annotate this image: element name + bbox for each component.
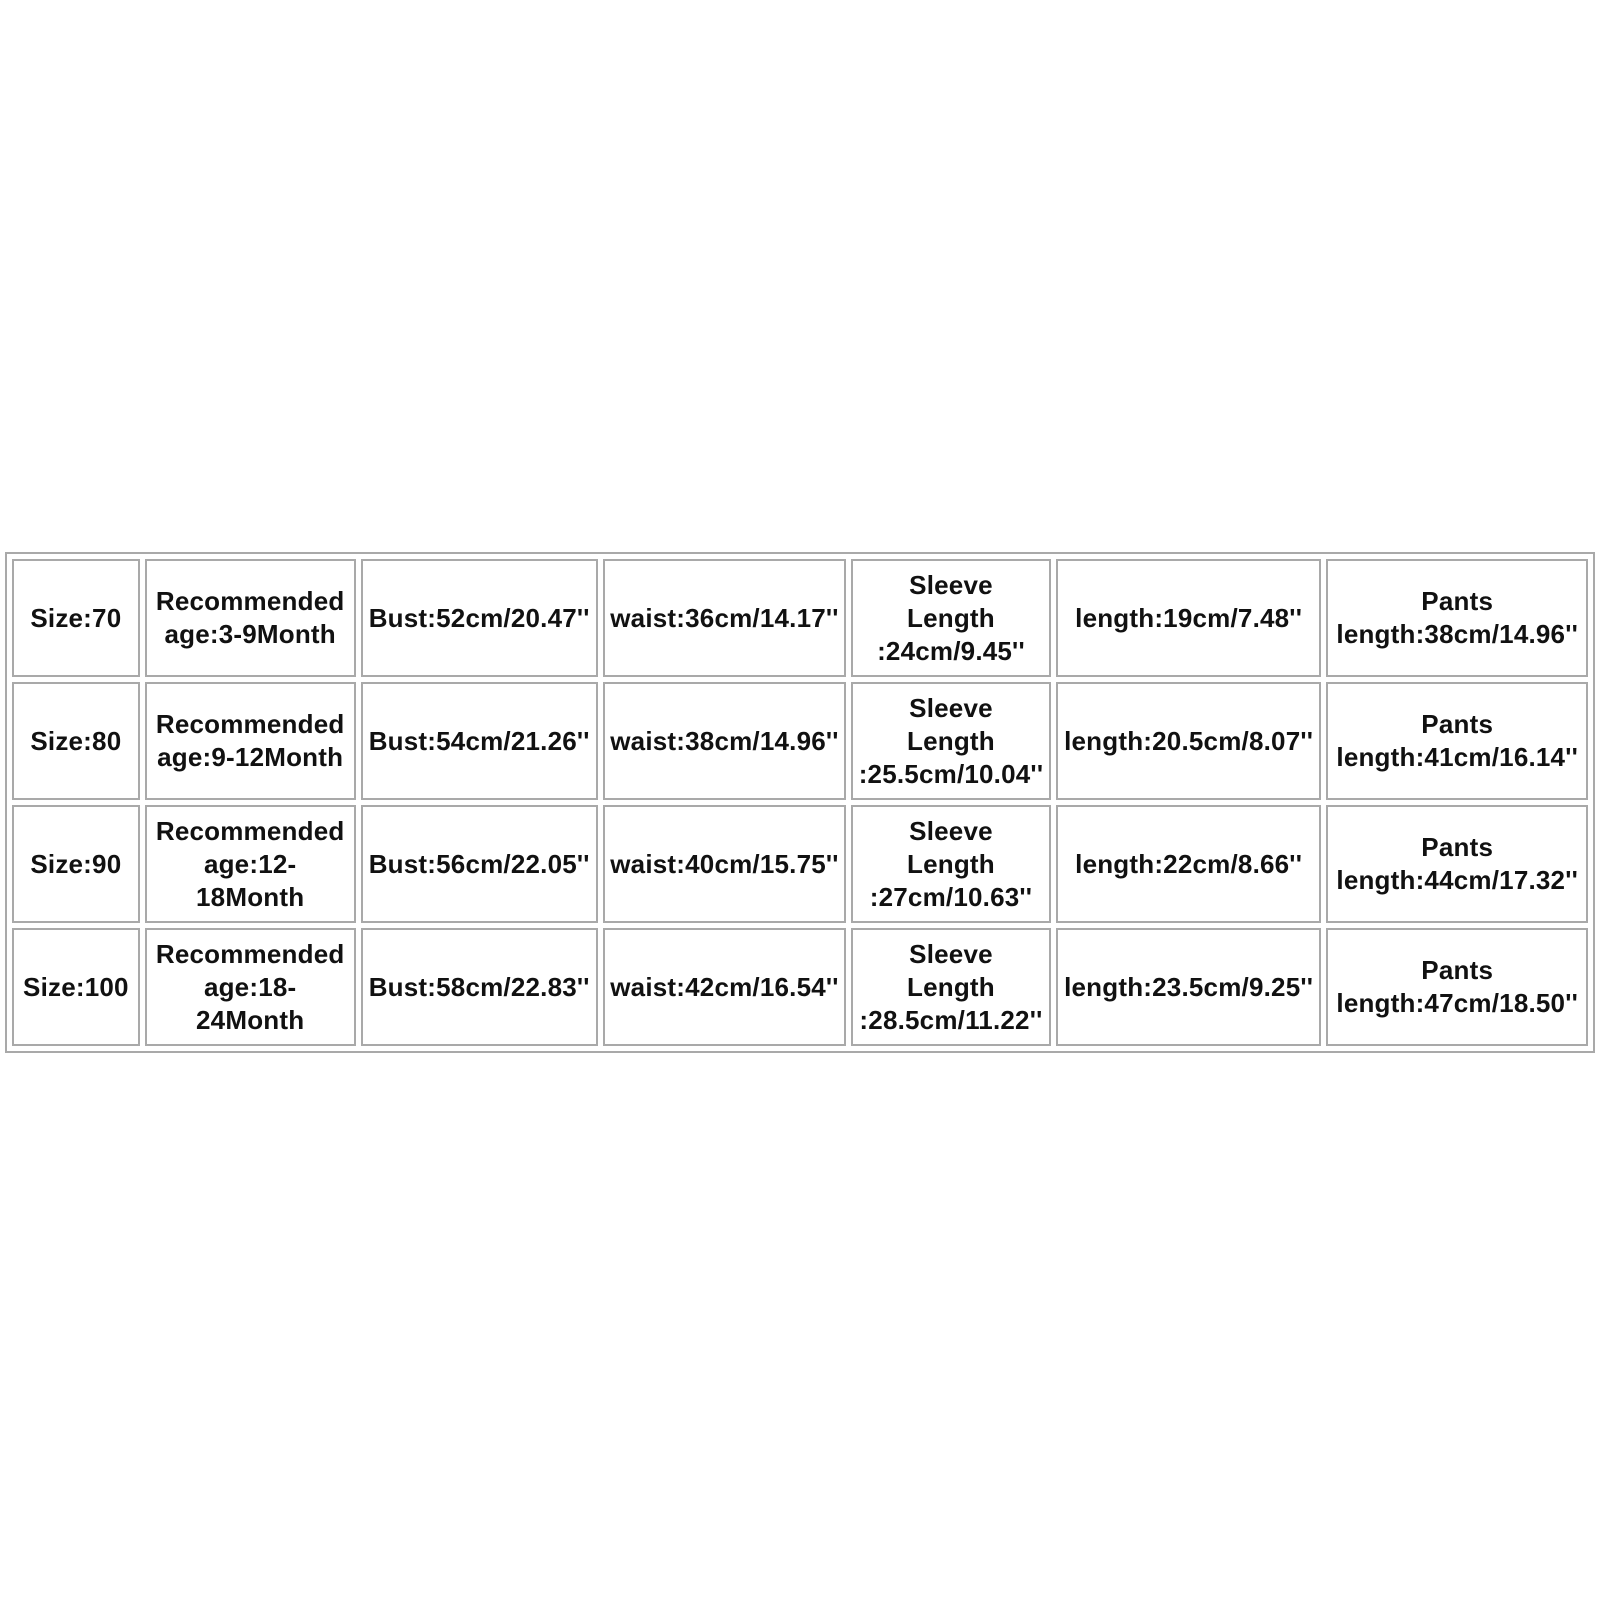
sleeve-cell-line: Length: [907, 602, 995, 633]
bust-cell: Bust:54cm/21.26'': [361, 682, 598, 800]
age-cell: [145, 928, 356, 1046]
pants-cell-line: length:44cm/17.32'': [1336, 865, 1578, 895]
age-cell-line: age:12-: [203, 848, 297, 879]
sleeve-cell-line: :24cm/9.45'': [877, 635, 1025, 666]
table-row: [12, 682, 1588, 800]
sleeve-length-cell: [851, 682, 1051, 800]
size-cell: Size:80: [12, 682, 140, 800]
table-row: [12, 559, 1588, 677]
pants-cell-line: length:38cm/14.96'': [1336, 619, 1578, 649]
table-row: [12, 928, 1588, 1046]
length-cell: length:19cm/7.48'': [1056, 559, 1322, 677]
bust-cell: Bust:56cm/22.05'': [361, 805, 598, 923]
waist-cell: waist:36cm/14.17'': [603, 559, 846, 677]
age-cell-line: 18Month: [196, 881, 305, 912]
sleeve-cell-line: :28.5cm/11.22'': [859, 1004, 1043, 1035]
pants-length-cell: [1326, 682, 1588, 800]
sleeve-length-cell: [851, 928, 1051, 1046]
sleeve-cell-line: Sleeve: [909, 569, 993, 600]
length-cell: length:20.5cm/8.07'': [1056, 682, 1322, 800]
waist-cell: waist:42cm/16.54'': [603, 928, 846, 1046]
sleeve-cell-line: Sleeve: [909, 938, 993, 969]
sleeve-cell-line: Sleeve: [909, 692, 993, 723]
sleeve-cell-line: Length: [907, 971, 995, 1002]
length-cell: length:22cm/8.66'': [1056, 805, 1322, 923]
sleeve-cell-line: Length: [907, 848, 995, 879]
bust-cell: Bust:58cm/22.83'': [361, 928, 598, 1046]
age-cell-line: age:3-9Month: [164, 619, 336, 649]
age-cell-line: Recommended: [155, 938, 345, 969]
bust-cell: Bust:52cm/20.47'': [361, 559, 598, 677]
pants-cell-line: Pants: [1421, 709, 1494, 739]
waist-cell: waist:38cm/14.96'': [603, 682, 846, 800]
age-cell-line: age:9-12Month: [157, 742, 344, 772]
sleeve-cell-line: Length: [907, 725, 995, 756]
age-cell-line: Recommended: [155, 709, 345, 739]
pants-cell-line: Pants: [1421, 955, 1494, 985]
sleeve-length-cell: [851, 805, 1051, 923]
age-cell: [145, 559, 356, 677]
pants-cell-line: length:41cm/16.14'': [1336, 742, 1578, 772]
pants-length-cell: [1326, 559, 1588, 677]
size-cell: Size:70: [12, 559, 140, 677]
age-cell-line: age:18-: [203, 971, 297, 1002]
size-cell: Size:90: [12, 805, 140, 923]
size-cell: Size:100: [12, 928, 140, 1046]
age-cell-line: Recommended: [155, 815, 345, 846]
pants-cell-line: Pants: [1421, 586, 1494, 616]
sleeve-cell-line: :25.5cm/10.04'': [858, 758, 1044, 789]
age-cell: [145, 682, 356, 800]
length-cell: length:23.5cm/9.25'': [1056, 928, 1322, 1046]
pants-length-cell: [1326, 805, 1588, 923]
pants-cell-line: length:47cm/18.50'': [1336, 988, 1578, 1018]
age-cell: [145, 805, 356, 923]
pants-length-cell: [1326, 928, 1588, 1046]
pants-cell-line: Pants: [1421, 832, 1494, 862]
age-cell-line: Recommended: [155, 586, 345, 616]
table-row: [12, 805, 1588, 923]
sleeve-cell-line: Sleeve: [909, 815, 993, 846]
waist-cell: waist:40cm/15.75'': [603, 805, 846, 923]
sleeve-length-cell: [851, 559, 1051, 677]
sleeve-cell-line: :27cm/10.63'': [869, 881, 1033, 912]
size-chart-table: [5, 552, 1595, 1053]
age-cell-line: 24Month: [196, 1004, 305, 1035]
